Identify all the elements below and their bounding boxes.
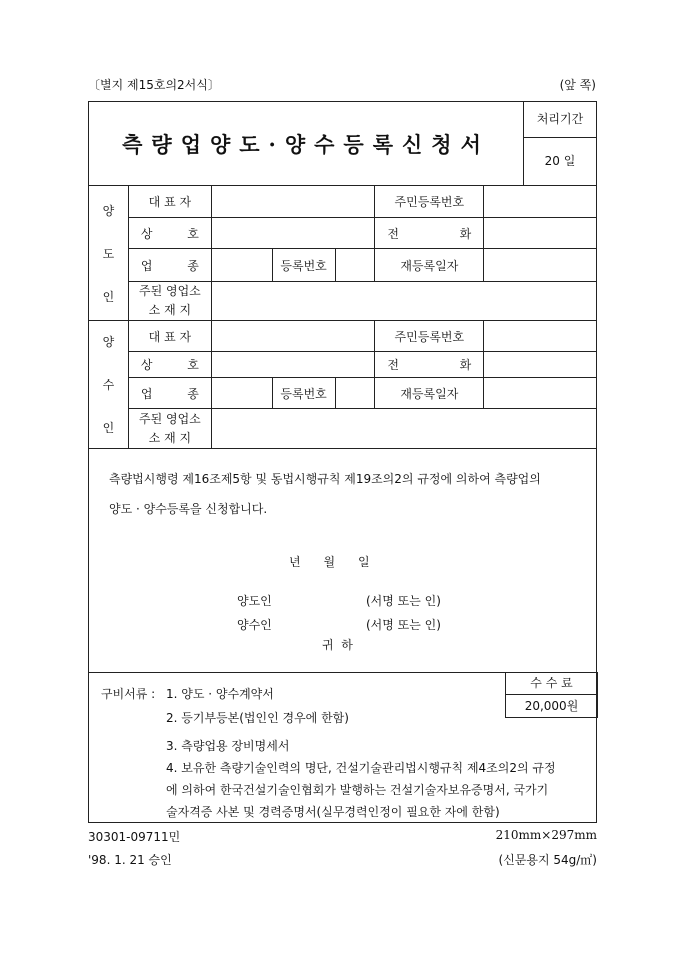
documents-section — [88, 672, 597, 823]
label-phone — [375, 225, 483, 242]
label-re-registration-date: 재등록일자 — [375, 378, 484, 409]
label-office-1: 주된 영업소 — [138, 284, 201, 298]
label-trade-name — [129, 356, 211, 373]
label-office-1: 주된 영업소 — [138, 411, 201, 426]
label-part: 상 — [140, 358, 153, 372]
transferee-representative-field[interactable] — [211, 321, 375, 352]
label-part: 전 — [387, 226, 400, 241]
document-item: 3. 측량업용 장비명세서 — [166, 739, 290, 753]
label-part: 화 — [459, 226, 472, 241]
label-representative: 대 표 자 — [128, 186, 211, 218]
label-part: 종 — [187, 386, 199, 401]
label-business-type — [129, 385, 211, 402]
transferor-representative-field[interactable] — [211, 186, 375, 218]
fee-value: 20,000원 — [505, 694, 598, 718]
form-number: 〔별지 제15호의2서식〕 — [88, 78, 220, 92]
statement-line-2: 양도 · 양수등록을 신청합니다. — [109, 502, 268, 516]
transferor-resident-number-field[interactable] — [484, 186, 597, 218]
transferor-registration-number-field[interactable] — [335, 249, 375, 282]
transferor-re-registration-date-field[interactable] — [484, 249, 597, 282]
document-item: 4. 보유한 측량기술인력의 명단, 건설기술관리법시행규칙 제4조의2의 규정 — [166, 761, 556, 775]
transferee-office-field[interactable] — [211, 409, 596, 449]
label-office-2: 소 재 지 — [148, 430, 192, 445]
form-code: 30301-09711민 — [88, 830, 181, 844]
side-char: 양 — [102, 203, 115, 218]
label-trade-name — [129, 225, 211, 242]
document-item: 술자격증 사본 및 경력증명서(실무경력인정이 필요한 자에 한함) — [166, 805, 500, 819]
transferee-side-label — [89, 321, 129, 449]
transferor-side-label — [89, 186, 129, 321]
date-line: 년 월 일 — [289, 555, 370, 569]
approval-date: '98. 1. 21 승인 — [88, 853, 172, 867]
transferor-office-field[interactable] — [211, 282, 596, 321]
label-part: 종 — [187, 258, 199, 273]
label-registration-number: 등록번호 — [272, 378, 335, 409]
transferor-phone-field[interactable] — [484, 218, 597, 249]
form-title: 측량업양도·양수등록신청서 — [122, 131, 490, 157]
label-re-registration-date: 재등록일자 — [375, 249, 484, 282]
transferor-sign-label: 양도인 — [237, 594, 272, 608]
label-part: 업 — [140, 386, 153, 401]
addressee: 귀 하 — [322, 638, 353, 652]
paper-size: 210mm×297mm — [495, 828, 597, 842]
side-char: 인 — [102, 289, 115, 304]
label-part: 화 — [459, 358, 472, 372]
processing-label: 처리기간 — [523, 101, 597, 138]
side-char: 양 — [102, 335, 115, 349]
label-phone — [375, 356, 483, 373]
label-registration-number: 등록번호 — [272, 249, 335, 282]
paper-type: (신문용지 54g/㎡) — [498, 853, 597, 867]
side-char: 수 — [102, 378, 115, 392]
transferee-sign-label: 양수인 — [237, 618, 272, 632]
label-office-2: 소 재 지 — [148, 303, 192, 317]
transferee-trade-name-field[interactable] — [211, 352, 375, 378]
applicant-table — [88, 185, 597, 449]
transferee-business-type-field[interactable] — [211, 378, 272, 409]
transferee-phone-field[interactable] — [484, 352, 597, 378]
label-resident-number: 주민등록번호 — [375, 186, 484, 218]
transferee-sign-note: (서명 또는 인) — [366, 618, 441, 632]
side-char: 인 — [102, 421, 115, 435]
side-char: 도 — [102, 246, 115, 261]
label-business-type — [129, 257, 211, 274]
label-part: 호 — [187, 226, 199, 241]
transferee-re-registration-date-field[interactable] — [484, 378, 597, 409]
label-part: 전 — [387, 358, 400, 372]
transferor-trade-name-field[interactable] — [211, 218, 375, 249]
documents-label: 구비서류 : — [101, 687, 156, 701]
label-part: 업 — [140, 258, 153, 273]
title-cell — [88, 101, 524, 186]
transferor-business-type-field[interactable] — [211, 249, 272, 282]
label-part: 상 — [140, 226, 153, 241]
label-resident-number: 주민등록번호 — [375, 321, 484, 352]
fee-label: 수 수 료 — [505, 672, 598, 695]
label-part: 호 — [187, 358, 199, 372]
label-representative: 대 표 자 — [128, 321, 211, 352]
processing-value: 20 일 — [523, 137, 597, 186]
page-side: (앞 쪽) — [559, 78, 596, 92]
document-item: 에 의하여 한국건설기술인협회가 발행하는 건설기술자보유증명서, 국가기 — [166, 783, 549, 797]
statement-line-1: 측량법시행령 제16조제5항 및 동법시행규칙 제19조의2의 규정에 의하여 측량업의 — [109, 472, 541, 486]
transferee-registration-number-field[interactable] — [335, 378, 375, 409]
transferor-sign-note: (서명 또는 인) — [366, 594, 441, 608]
transferee-resident-number-field[interactable] — [484, 321, 597, 352]
statement-section — [88, 448, 597, 673]
document-item: 2. 등기부등본(법인인 경우에 한함) — [166, 711, 349, 725]
document-item: 1. 양도 · 양수계약서 — [166, 687, 274, 701]
